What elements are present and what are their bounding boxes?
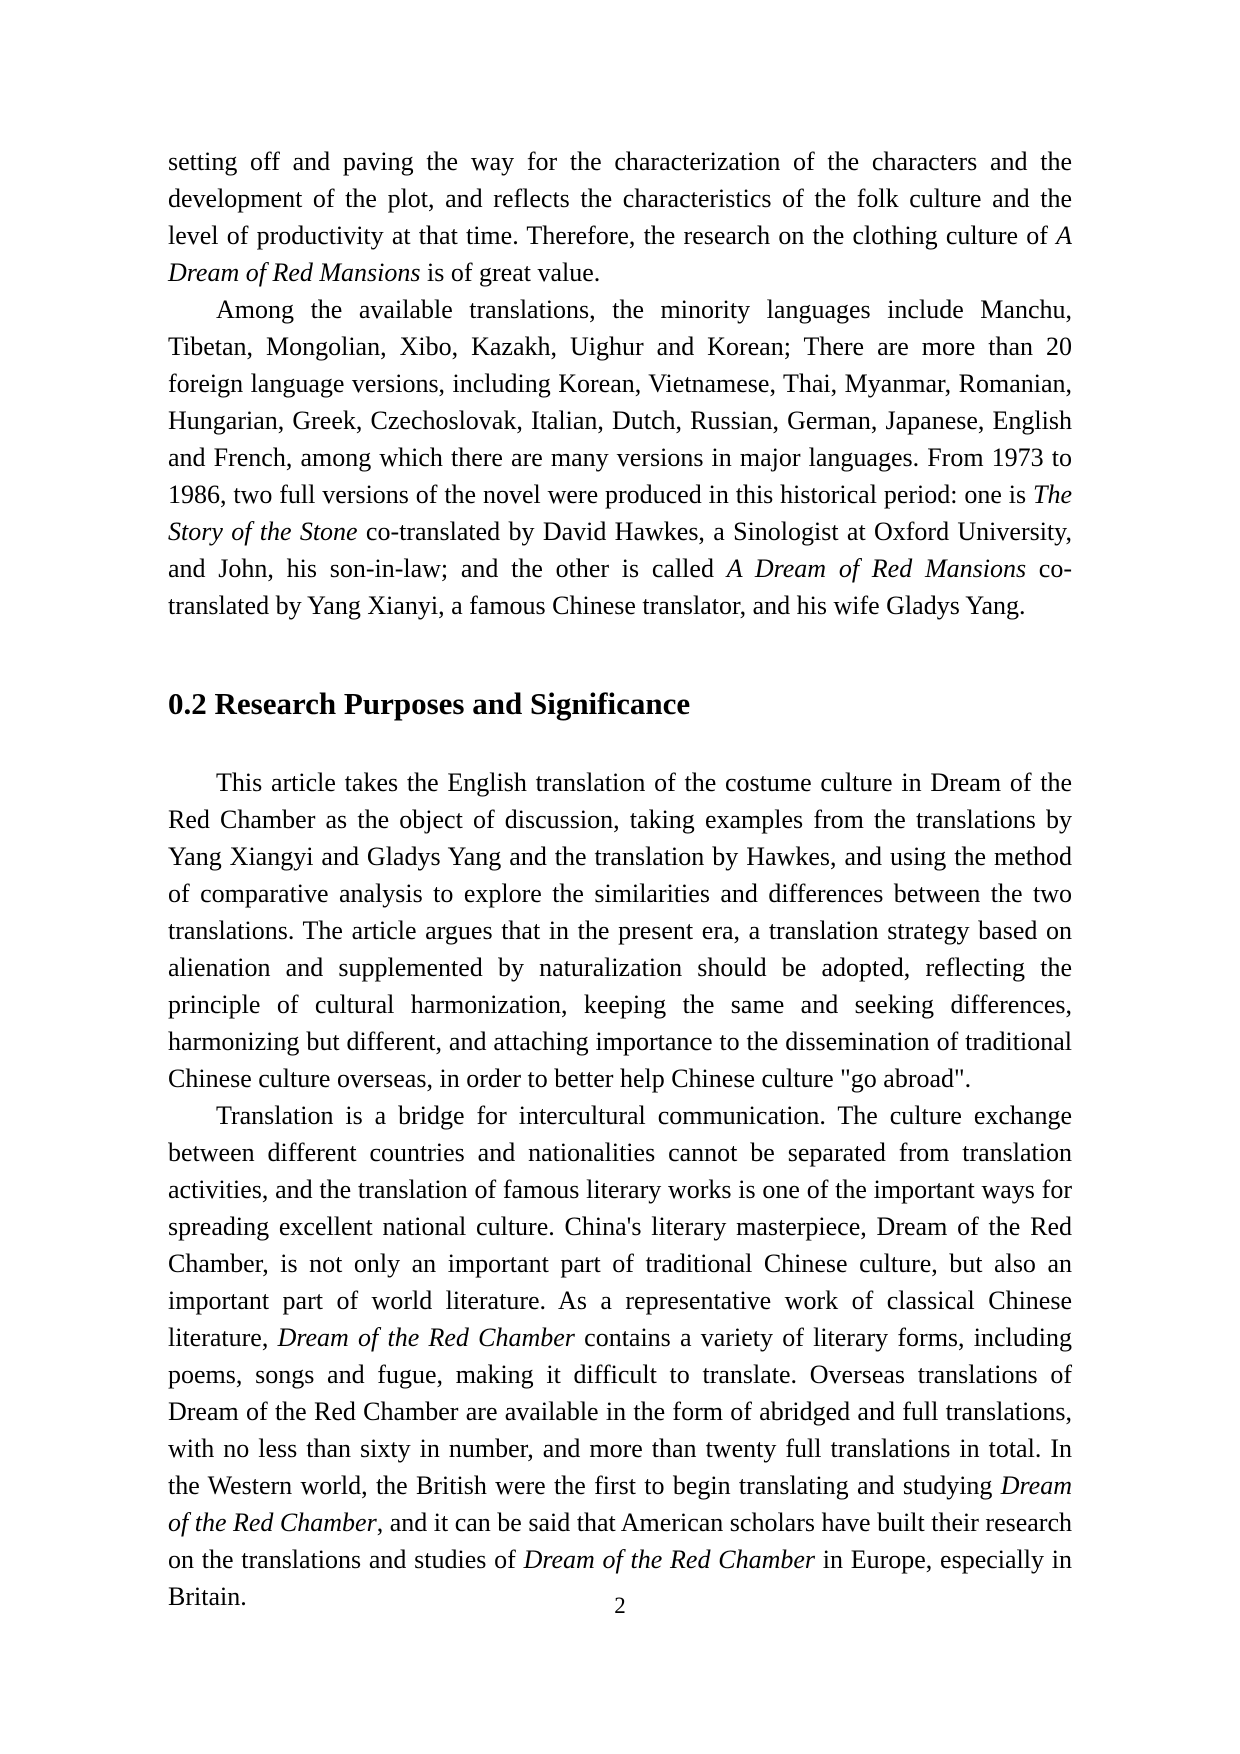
document-body: [168, 143, 1072, 1615]
paragraph: This article takes the English translation of the costume culture in Dream of the Red Chamber as the object of discussion, taking examples from the translations by Yang Xiangyi and Gladys Yang and the translation by Hawkes, and using the method of comparative analysis to explore the similarities and differences between the two translations. The article argues that in the present era, a translation strategy based on alienation and supplemented by naturalization should be adopted, reflecting the principle of cultural harmonization, keeping the same and seeking differences, harmonizing but different, and attaching importance to the dissemination of traditional Chinese culture overseas, in order to better help Chinese culture "go abroad".: [168, 768, 1072, 1093]
book-title-italic: Dream of the Red Chamber: [277, 1323, 575, 1352]
book-title-italic: Dream of the Red Chamber: [523, 1545, 815, 1574]
paragraph: Among the available translations, the minority languages include Manchu, Tibetan, Mongolian, Xibo, Kazakh, Uighur and Korean; There are more than 20 foreign language versions, including Korean, Vietnamese, Thai, Myanmar, Romanian, Hungarian, Greek, Czechoslovak, Italian, Dutch, Russian, German, Japanese, English and French, among which there are many versions in major languages. From 1973 to 1986, two full versions of the novel were produced in this historical period: one is The Story of the Stone co-translated by David Hawkes, a Sinologist at Oxford University, and John, his son-in-law; and the other is called A Dream of Red Mansions co-translated by Yang Xianyi, a famous Chinese translator, and his wife Gladys Yang.: [168, 295, 1072, 620]
paragraph: Translation is a bridge for intercultural communication. The culture exchange between different countries and nationalities cannot be separated from translation activities, and the translation of famous literary works is one of the important ways for spreading excellent national culture. China's literary masterpiece, Dream of the Red Chamber, is not only an important part of traditional Chinese culture, but also an important part of world literature. As a representative work of classical Chinese literature, Dream of the Red Chamber contains a variety of literary forms, including poems, songs and fugue, making it difficult to translate. Overseas translations of Dream of the Red Chamber are available in the form of abridged and full translations, with no less than sixty in number, and more than twenty full translations in total. In the Western world, the British were the first to begin translating and studying Dream of the Red Chamber, and it can be said that American scholars have built their research on the translations and studies of Dream of the Red Chamber in Europe, especially in Britain.: [168, 1101, 1072, 1611]
paragraph: setting off and paving the way for the characterization of the characters and the development of the plot, and reflects the characteristics of the folk culture and the level of productivity at that time. Therefore, the research on the clothing culture of A Dream of Red Mansions is of great value.: [168, 147, 1072, 287]
page-number: 2: [614, 1593, 626, 1618]
page-footer: [0, 1592, 1240, 1620]
section-heading: 0.2 Research Purposes and Significance: [168, 686, 691, 721]
book-title-italic: The Story of the Stone: [168, 480, 1072, 546]
book-title-italic: A Dream of Red Mansions: [168, 221, 1072, 287]
book-title-italic: A Dream of Red Mansions: [726, 554, 1027, 583]
book-title-italic: Dream of the Red Chamber: [168, 1471, 1072, 1537]
